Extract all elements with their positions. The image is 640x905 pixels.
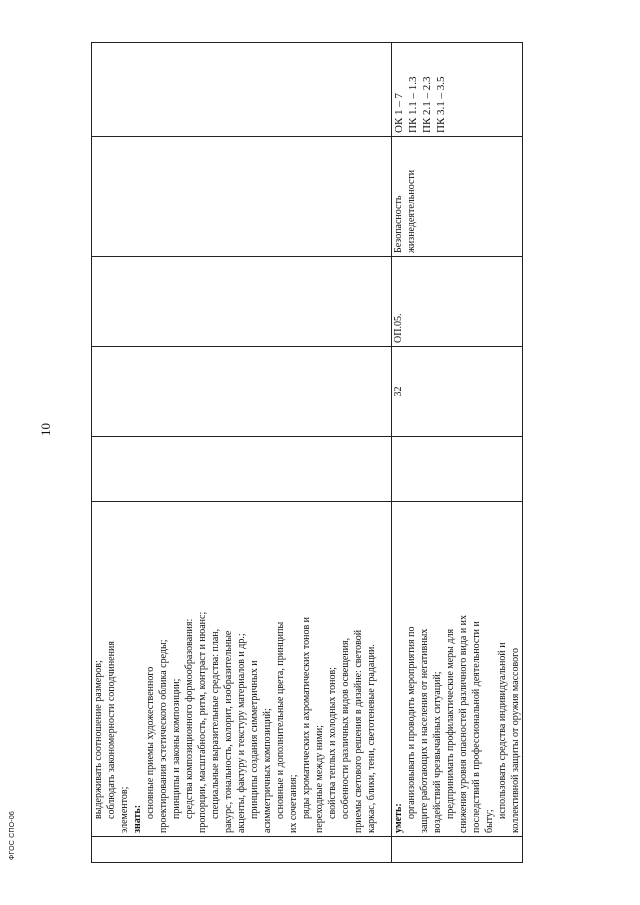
content-line: защите работающих и населения от негативных — [419, 628, 430, 833]
table-row — [92, 43, 392, 863]
discipline-name-cell: Безопасность жизнедеятельности — [392, 137, 523, 257]
competency-code: ПК 2.1 – 2.3 — [421, 76, 433, 133]
content-line: элементов; — [119, 786, 130, 833]
content-line: приемы светового решения в дизайне: световой — [353, 629, 364, 833]
content-line: принципы и законы композиции; — [171, 678, 182, 819]
content-line: предпринимать профилактические меры для — [445, 628, 456, 819]
content-line: проектирования эстетического облика среды; — [158, 639, 169, 833]
content-line: принципы создания симметричных и — [249, 660, 260, 819]
index-cell — [92, 837, 392, 863]
content-line: основные и дополнительные цвета, принципы — [275, 621, 286, 819]
max-load-cell — [92, 437, 392, 502]
content-line: особенности различных видов освещения, — [340, 637, 351, 819]
content-line: использовать средства индивидуальной и — [497, 642, 508, 819]
max-load-cell — [392, 437, 523, 502]
page-number: 10 — [38, 423, 53, 436]
content-line: свойства теплых и холодных тонов; — [327, 667, 338, 819]
discipline-code-cell: ОП.05. — [392, 257, 523, 347]
discipline-code-cell — [92, 257, 392, 347]
content-line: пропорции, масштабность, ритм, контраст и нюанс; — [197, 611, 208, 833]
content-line: ряды хроматических и ахроматических тонов и — [301, 616, 312, 819]
hours-cell — [92, 347, 392, 437]
content-line: средства композиционного формообразования: — [184, 618, 195, 819]
content-line: коллективной защиты от оружия массового — [510, 648, 521, 833]
curriculum-table-wrapper — [91, 43, 521, 863]
content-line: их сочетания; — [288, 774, 299, 833]
competency-code: ПК 3.1 – 3.5 — [435, 76, 447, 133]
content-line: акценты, фактуру и текстуру материалов и др.; — [236, 633, 247, 833]
hours-cell: 32 — [392, 347, 523, 437]
content-line: соблюдать закономерности соподчинения — [106, 641, 117, 819]
competencies-cell — [392, 43, 523, 137]
content-line: знать: — [132, 804, 143, 833]
content-line: последствий в профессиональной деятельности и — [471, 621, 482, 833]
index-cell — [392, 837, 523, 863]
content-line: ракурс, тональность, колорит, изобразительные — [223, 630, 234, 833]
content-line: снижения уровня опасностей различного вида и их — [458, 614, 469, 833]
discipline-name-cell — [92, 137, 392, 257]
competencies-cell — [92, 43, 392, 137]
competency-code: ОК 1 – 7 — [393, 92, 405, 133]
content-cell — [392, 502, 523, 837]
content-cell — [92, 502, 392, 837]
content-line: переходные между ними; — [314, 725, 325, 833]
content-line: уметь: — [393, 803, 404, 833]
content-line: выдерживать соотношение размеров; — [93, 660, 104, 819]
competency-code: ПК 1.1 – 1.3 — [407, 76, 419, 133]
content-line: организовывать и проводить мероприятия по — [406, 626, 417, 819]
content-line: каркас, блики, тени, светотеневые градации. — [366, 644, 377, 833]
content-line: специальные выразительные средства: план, — [210, 628, 221, 819]
table-row — [392, 43, 523, 863]
content-line: воздействий чрезвычайных ситуаций; — [432, 671, 443, 833]
content-line: быту; — [484, 809, 495, 833]
footer-code: ФГОС СПО-06 — [9, 810, 16, 860]
content-line: основные приемы художественного — [145, 666, 156, 819]
curriculum-table — [91, 42, 523, 863]
content-line: асимметричных композиций; — [262, 708, 273, 833]
